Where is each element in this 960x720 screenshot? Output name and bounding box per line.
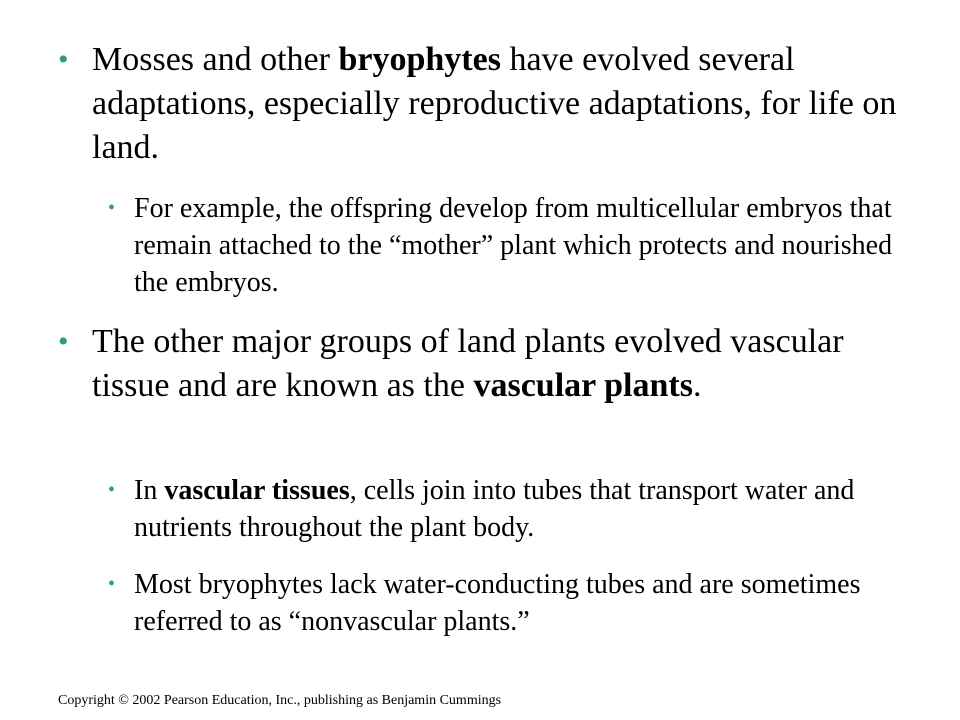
copyright-footer: Copyright © 2002 Pearson Education, Inc., publishing as Benjamin Cummings xyxy=(58,693,502,708)
bullet-text xyxy=(134,566,908,640)
bullet-text xyxy=(134,472,908,546)
text-run: The other major groups of land plants evolved vascular tissue and are known as the xyxy=(92,323,844,404)
text-run: , cells join into tubes that transport water and nutrients throughout the plant body. xyxy=(134,475,855,543)
bullet-item-bryophytes-adaptations xyxy=(58,38,918,170)
bold-term-bryophytes: bryophytes xyxy=(338,41,501,78)
bullet-marker: • xyxy=(108,573,116,595)
text-run: Most bryophytes lack water-conducting tubes and are sometimes referred to as “nonvascular plants.” xyxy=(134,569,861,637)
sub-bullet-item-nonvascular xyxy=(108,566,908,640)
bold-term-vascular-tissues: vascular tissues xyxy=(164,475,350,506)
bullet-text xyxy=(92,320,918,408)
bullet-marker: • xyxy=(108,197,116,219)
bullet-text xyxy=(134,190,908,301)
text-run: . xyxy=(692,367,702,404)
bullet-marker: • xyxy=(58,43,69,76)
sub-bullet-item-vascular-tissues xyxy=(108,472,908,546)
bullet-marker: • xyxy=(58,325,69,358)
bold-term-vascular-plants: vascular plants xyxy=(473,367,693,404)
bullet-item-vascular-plants xyxy=(58,320,918,408)
bullet-text xyxy=(92,38,918,170)
text-run: In xyxy=(134,475,165,506)
text-run: have evolved several adaptations, especially reproductive adaptations, for life on land. xyxy=(92,41,897,166)
sub-bullet-item-embryos xyxy=(108,190,908,301)
text-run: For example, the offspring develop from multicellular embryos that remain attached to the “mother” plant which protects and nourished the embryos. xyxy=(134,193,893,298)
text-run: Mosses and other xyxy=(92,41,339,78)
bullet-marker: • xyxy=(108,479,116,501)
